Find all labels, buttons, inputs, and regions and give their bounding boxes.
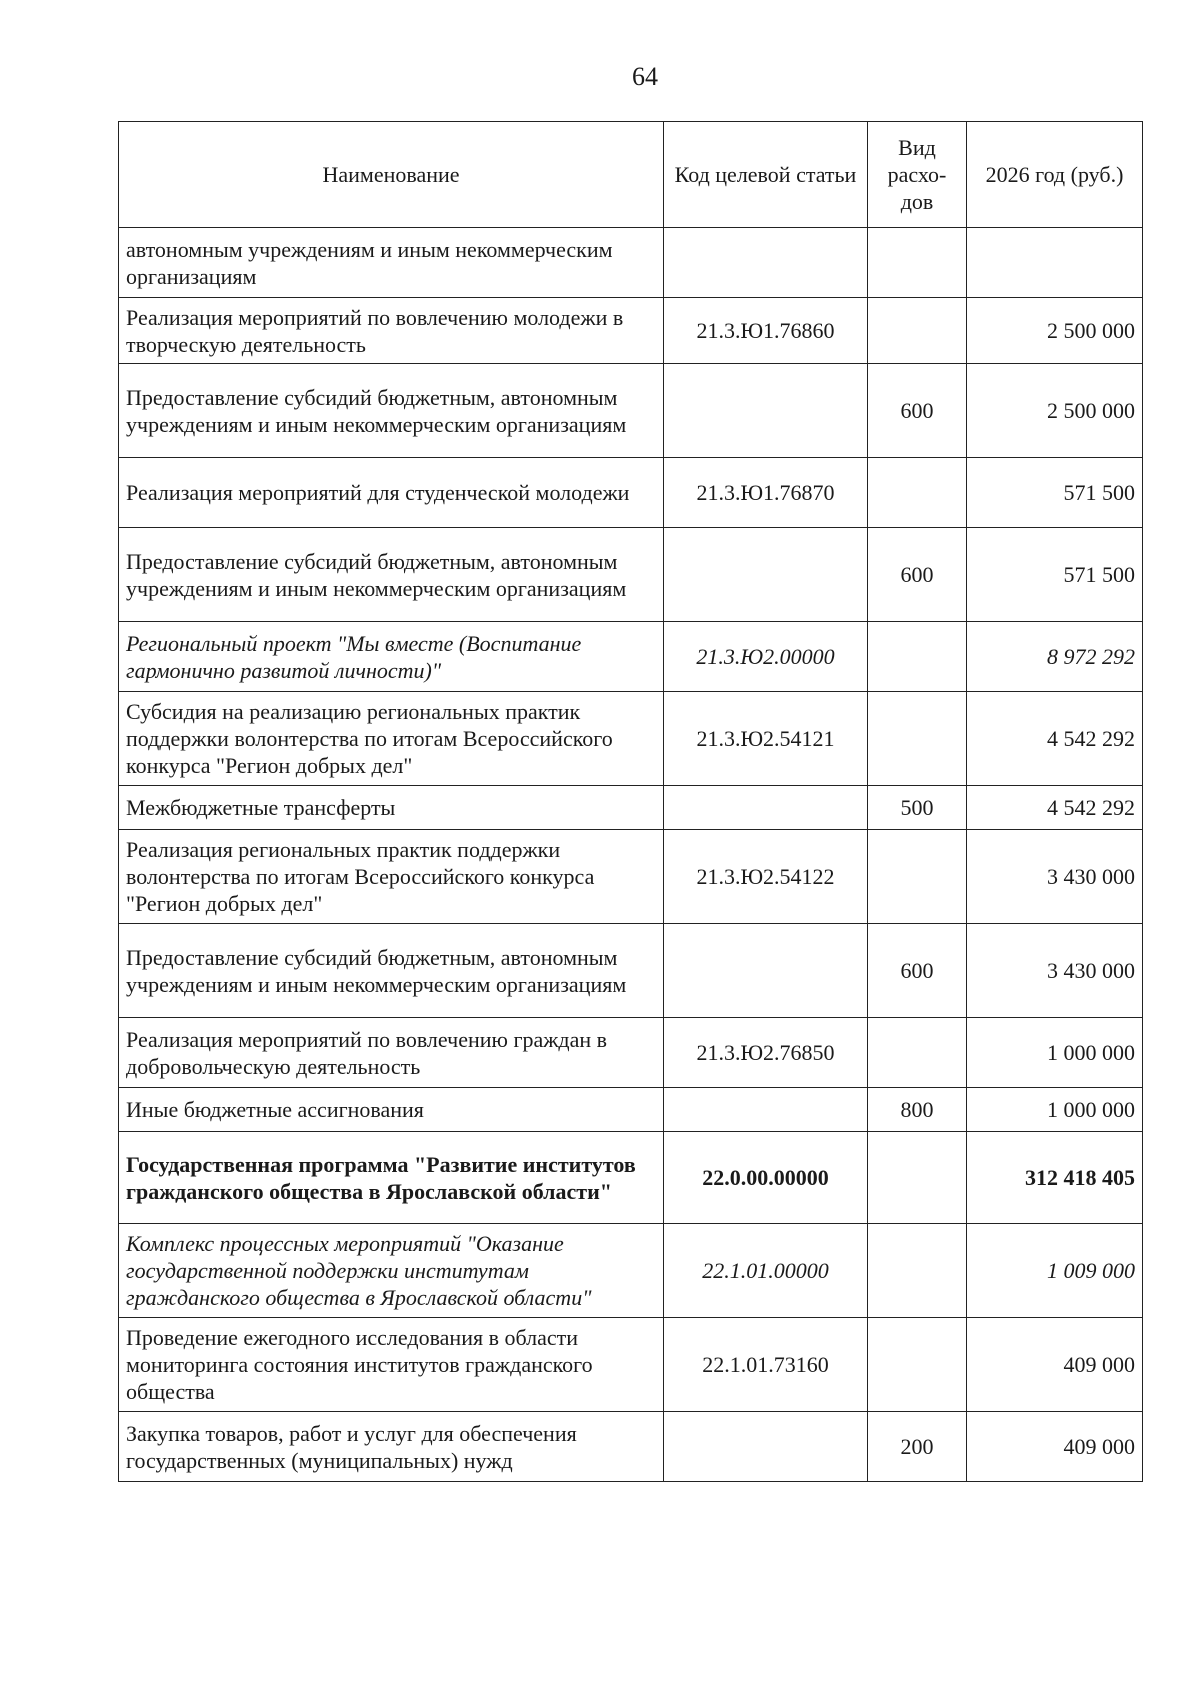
table-row xyxy=(119,692,1143,786)
cell-name: Предоставление субсидий бюджетным, автономным учреждениям и иным некоммерческим организациям xyxy=(119,924,664,1018)
cell-sum: 3 430 000 xyxy=(967,924,1143,1018)
table-row xyxy=(119,924,1143,1018)
cell-name: Проведение ежегодного исследования в области мониторинга состояния институтов гражданского общества xyxy=(119,1318,664,1412)
cell-name: Предоставление субсидий бюджетным, автономным учреждениям и иным некоммерческим организациям xyxy=(119,364,664,458)
table-row xyxy=(119,1412,1143,1482)
table-row xyxy=(119,830,1143,924)
cell-code: 21.3.Ю2.54122 xyxy=(664,830,868,924)
cell-sum: 2 500 000 xyxy=(967,298,1143,364)
cell-name: Субсидия на реализацию региональных практик поддержки волонтерства по итогам Всероссийского конкурса "Регион добрых дел" xyxy=(119,692,664,786)
table-row xyxy=(119,1018,1143,1088)
cell-name: Региональный проект "Мы вместе (Воспитание гармонично развитой личности)" xyxy=(119,622,664,692)
table-row xyxy=(119,1224,1143,1318)
table-row xyxy=(119,298,1143,364)
cell-type xyxy=(868,692,967,786)
cell-type xyxy=(868,1132,967,1224)
cell-code: 22.0.00.00000 xyxy=(664,1132,868,1224)
cell-type: 500 xyxy=(868,786,967,830)
cell-sum: 409 000 xyxy=(967,1318,1143,1412)
cell-name: Реализация мероприятий по вовлечению молодежи в творческую деятельность xyxy=(119,298,664,364)
table-row xyxy=(119,1088,1143,1132)
cell-code: 21.3.Ю1.76870 xyxy=(664,458,868,528)
cell-sum: 312 418 405 xyxy=(967,1132,1143,1224)
cell-sum: 8 972 292 xyxy=(967,622,1143,692)
cell-code xyxy=(664,228,868,298)
cell-type: 600 xyxy=(868,528,967,622)
cell-code: 21.3.Ю2.54121 xyxy=(664,692,868,786)
cell-name: Государственная программа "Развитие институтов гражданского общества в Ярославской области" xyxy=(119,1132,664,1224)
cell-sum: 409 000 xyxy=(967,1412,1143,1482)
cell-name: Предоставление субсидий бюджетным, автономным учреждениям и иным некоммерческим организациям xyxy=(119,528,664,622)
cell-sum: 4 542 292 xyxy=(967,692,1143,786)
cell-type xyxy=(868,1318,967,1412)
cell-code xyxy=(664,364,868,458)
cell-code: 22.1.01.73160 xyxy=(664,1318,868,1412)
cell-name: автономным учреждениям и иным некоммерческим организациям xyxy=(119,228,664,298)
cell-code xyxy=(664,1088,868,1132)
cell-sum: 1 000 000 xyxy=(967,1088,1143,1132)
cell-type: 800 xyxy=(868,1088,967,1132)
cell-name: Реализация мероприятий для студенческой молодежи xyxy=(119,458,664,528)
table-row xyxy=(119,786,1143,830)
cell-type: 200 xyxy=(868,1412,967,1482)
cell-sum: 2 500 000 xyxy=(967,364,1143,458)
cell-type xyxy=(868,1018,967,1088)
cell-type xyxy=(868,458,967,528)
table-row xyxy=(119,1318,1143,1412)
cell-sum: 1 009 000 xyxy=(967,1224,1143,1318)
table-row xyxy=(119,228,1143,298)
cell-name: Иные бюджетные ассигнования xyxy=(119,1088,664,1132)
cell-name: Реализация мероприятий по вовлечению граждан в добровольческую деятельность xyxy=(119,1018,664,1088)
cell-name: Закупка товаров, работ и услуг для обеспечения государственных (муниципальных) нужд xyxy=(119,1412,664,1482)
table-row xyxy=(119,1132,1143,1224)
table-row xyxy=(119,528,1143,622)
cell-sum: 571 500 xyxy=(967,458,1143,528)
cell-code: 21.3.Ю1.76860 xyxy=(664,298,868,364)
table-row xyxy=(119,458,1143,528)
header-type: Вид расхо-дов xyxy=(868,122,967,228)
cell-type xyxy=(868,228,967,298)
header-name: Наименование xyxy=(119,122,664,228)
page-number: 64 xyxy=(632,62,658,91)
cell-type: 600 xyxy=(868,924,967,1018)
cell-code xyxy=(664,786,868,830)
cell-code: 21.3.Ю2.76850 xyxy=(664,1018,868,1088)
table-body xyxy=(119,228,1143,1482)
cell-sum: 571 500 xyxy=(967,528,1143,622)
budget-table xyxy=(118,121,1143,1482)
table-row xyxy=(119,622,1143,692)
header-sum: 2026 год (руб.) xyxy=(967,122,1143,228)
table-row xyxy=(119,364,1143,458)
cell-type xyxy=(868,622,967,692)
cell-type xyxy=(868,298,967,364)
cell-code xyxy=(664,528,868,622)
cell-code xyxy=(664,1412,868,1482)
cell-name: Межбюджетные трансферты xyxy=(119,786,664,830)
cell-sum xyxy=(967,228,1143,298)
cell-name: Реализация региональных практик поддержки волонтерства по итогам Всероссийского конкурса "Регион добрых дел" xyxy=(119,830,664,924)
cell-code: 21.3.Ю2.00000 xyxy=(664,622,868,692)
cell-type xyxy=(868,830,967,924)
cell-sum: 4 542 292 xyxy=(967,786,1143,830)
header-code: Код целевой статьи xyxy=(664,122,868,228)
cell-sum: 1 000 000 xyxy=(967,1018,1143,1088)
table-header-row xyxy=(119,122,1143,228)
cell-type xyxy=(868,1224,967,1318)
cell-type: 600 xyxy=(868,364,967,458)
cell-code: 22.1.01.00000 xyxy=(664,1224,868,1318)
cell-code xyxy=(664,924,868,1018)
cell-sum: 3 430 000 xyxy=(967,830,1143,924)
cell-name: Комплекс процессных мероприятий "Оказание государственной поддержки институтам гражданского общества в Ярославской области" xyxy=(119,1224,664,1318)
